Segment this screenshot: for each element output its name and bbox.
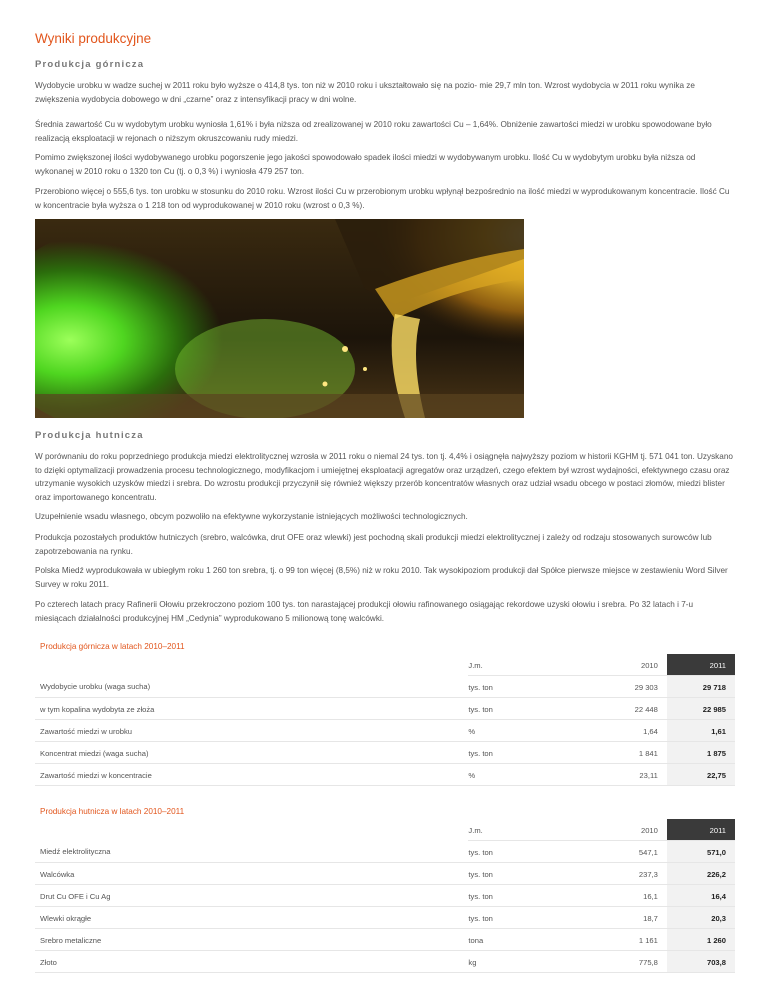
row-value-2011: 226,2 [667,863,735,885]
row-value-2010: 775,8 [606,951,667,973]
table-row [35,863,735,885]
header-cell [35,654,468,676]
row-value-2010: 23,11 [606,764,667,786]
paragraph: Uzupełnienie wsadu własnego, obcym pozwoliło na efektywne wykorzystanie istniejących możliwości technologicznych. [35,512,468,521]
row-unit: tys. ton [468,698,605,720]
row-value-2010: 22 448 [606,698,667,720]
row-label: Drut Cu OFE i Cu Ag [35,885,468,907]
table-row [35,676,735,698]
table-row [35,720,735,742]
row-unit: tys. ton [468,885,605,907]
table-row [35,764,735,786]
row-value-2011: 1 260 [667,929,735,951]
row-unit: kg [468,951,605,973]
row-value-2010: 237,3 [606,863,667,885]
table-row [35,742,735,764]
header-cell [35,819,468,841]
section-heading-mining: Produkcja górnicza [35,59,145,70]
row-value-2011: 16,4 [667,885,735,907]
paragraph: Produkcja pozostałych produktów hutniczych (srebro, walcówka, drut OFE oraz wlewki) jest pochodną skali produkcji miedzi elektrolitycznej i zależy od rodzaju stosowanych surowców lub zapotrzebowania na rynku. [35,533,712,556]
header-cell-2010: 2010 [606,819,667,841]
paragraph: Średnia zawartość Cu w wydobytym urobku wyniosła 1,61% i była niższa od zrealizowanej w 2010 roku zawartości Cu – 1,64%. Obniżenie zawartości miedzi w urobku spowodowane było realizacją eksploatacji w rejonach o niższym okruszcowaniu rudy miedzi. [35,120,712,143]
row-unit: tona [468,929,605,951]
row-value-2010: 29 303 [606,676,667,698]
row-value-2011: 22 985 [667,698,735,720]
row-label: Złoto [35,951,468,973]
row-value-2011: 1,61 [667,720,735,742]
row-unit: tys. ton [468,863,605,885]
row-value-2010: 1,64 [606,720,667,742]
mining-production-table [35,654,735,786]
row-label: Walcówka [35,863,468,885]
row-label: Miedź elektrolityczna [35,841,468,863]
table-row [35,951,735,973]
row-label: Wlewki okrągłe [35,907,468,929]
paragraph: Po czterech latach pracy Rafinerii Ołowiu przekroczono poziom 100 tys. ton narastającej produkcji ołowiu rafinowanego osiągając rekordowe uzyski ołowiu i srebra. Po 32 latach i 7-u miesiącach działalności produkcyjnej HM „Cedynia” wyprodukowano 5 milionową tonę walcówki. [35,600,694,623]
molten-copper-image [35,219,524,418]
row-value-2011: 703,8 [667,951,735,973]
row-value-2011: 20,3 [667,907,735,929]
table-row [35,698,735,720]
row-value-2011: 571,0 [667,841,735,863]
row-label: Srebro metaliczne [35,929,468,951]
table-row [35,907,735,929]
smelting-photo [35,219,524,418]
paragraph: W porównaniu do roku poprzedniego produkcja miedzi elektrolitycznej wzrosła w 2011 roku o niemal 24 tys. ton tj. 4,4% i osiągnęła najwyższy poziom w historii KGHM tj. 571 041 ton. Uzyskano to dzięki optymalizacji prowadzenia procesu technologicznego, modyfikacjom i umiejętnej eksploatacji agregatów oraz urządzeń, czego efektem był wzrost wydajności, efektywnego czasu oraz utrzymanie wysokich uzysków miedzi i srebra. Do wzrostu produkcji przyczynił się również większy przerób koncentratów własnych oraz udział wsadu obcego w postaci złomów, miedzi blister oraz importowanego koncentratu. [35,452,733,502]
row-value-2010: 16,1 [606,885,667,907]
row-label: Wydobycie urobku (waga sucha) [35,676,468,698]
row-unit: tys. ton [468,907,605,929]
row-label: Zawartość miedzi w urobku [35,720,468,742]
row-label: w tym kopalina wydobyta ze złoża [35,698,468,720]
row-label: Koncentrat miedzi (waga sucha) [35,742,468,764]
row-value-2011: 22,75 [667,764,735,786]
header-cell-2011: 2011 [667,654,735,676]
row-label: Zawartość miedzi w koncentracie [35,764,468,786]
header-cell-2010: 2010 [606,654,667,676]
table-row [35,929,735,951]
header-cell-2011: 2011 [667,819,735,841]
page-title: Wyniki produkcyjne [35,31,152,46]
header-cell-unit: J.m. [468,654,605,676]
smelting-production-table [35,819,735,973]
row-unit: tys. ton [468,742,605,764]
table-row [35,841,735,863]
row-value-2010: 547,1 [606,841,667,863]
table-row [35,885,735,907]
paragraph: Pomimo zwiększonej ilości wydobywanego urobku pogorszenie jego jakości spowodowało spadek ilości miedzi w wydobywanym urobku. Ilość Cu w wydobytym urobku była niższa od wykonanej w 2010 roku o 1320 ton Cu (tj. o 0,3 %) i wyniosła 479 257 ton. [35,153,696,176]
header-cell-unit: J.m. [468,819,605,841]
table-caption: Produkcja hutnicza w latach 2010–2011 [40,807,185,816]
row-unit: % [468,720,605,742]
paragraph: Przerobiono więcej o 555,6 tys. ton urobku w stosunku do 2010 roku. Wzrost ilości Cu w przerobionym urobku wpłynął bezpośrednio na ilość miedzi w wyprodukowanym koncentracie. Ilość Cu w koncentracie była wyższa o 1 218 ton od wyprodukowanej w 2010 roku (wzrost o 0,3 %). [35,187,730,210]
row-value-2011: 29 718 [667,676,735,698]
row-value-2010: 18,7 [606,907,667,929]
row-unit: tys. ton [468,676,605,698]
table-header-row [35,654,735,676]
section-heading-smelting: Produkcja hutnicza [35,430,144,441]
row-value-2011: 1 875 [667,742,735,764]
table-header-row [35,819,735,841]
paragraph: Polska Miedź wyprodukowała w ubiegłym roku 1 260 ton srebra, tj. o 99 ton więcej (8,5%) niż w roku 2010. Tak wysokipoziom produkcji dał Spółce pierwsze miejsce w zestawieniu Word Silver Survey w roku 2011. [35,566,728,589]
row-unit: tys. ton [468,841,605,863]
row-value-2010: 1 161 [606,929,667,951]
row-unit: % [468,764,605,786]
row-value-2010: 1 841 [606,742,667,764]
paragraph: Wydobycie urobku w wadze suchej w 2011 roku było wyższe o 414,8 tys. ton niż w 2010 roku i ukształtowało się na pozio- mie 29,7 mln ton. Wzrost wydobycia w 2011 roku wynika ze zwiększenia wydobycia dobowego w dni „czarne” oraz z intensyfikacji pracy w dni wolne. [35,81,695,104]
table-caption: Produkcja górnicza w latach 2010–2011 [40,642,185,651]
